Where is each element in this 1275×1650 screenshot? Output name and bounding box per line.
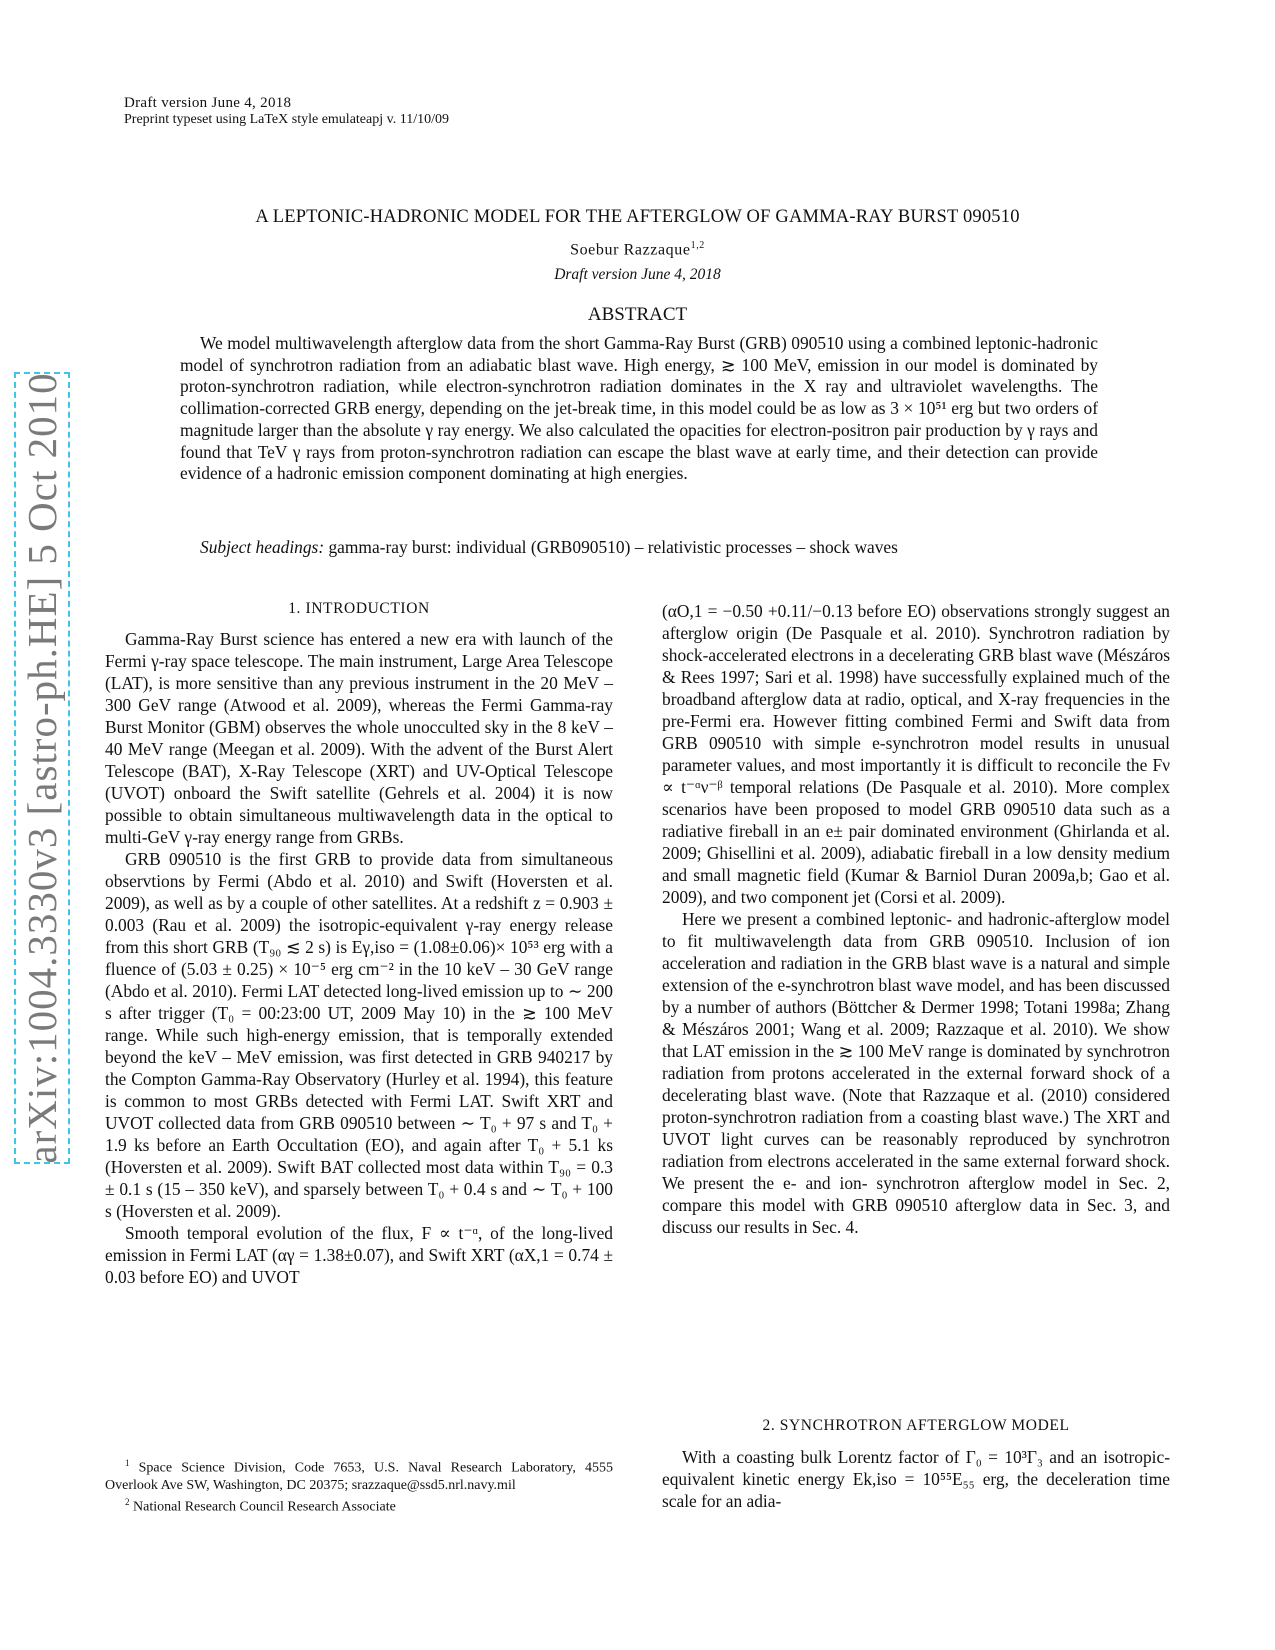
draft-version: Draft version June 4, 2018 bbox=[554, 266, 721, 283]
right-paragraph-1: (αO,1 = −0.50 +0.11/−0.13 before EO) observations strongly suggest an afterglow origin (De Pasquale et al. 2010). Synchrotron radiation by shock-accelerated electrons in a decelerating GRB blast wave (Mészáros & Rees 1997; Sari et al. 1998) have successfully explained much of the broadband afterglow data at radio, optical, and X-ray frequencies in the pre-Fermi era. However fitting combined Fermi and Swift data from GRB 090510 with simple e-synchrotron model results in unusual parameter values, and most importantly it is difficult to reconcile the Fν ∝ t⁻ᵅν⁻ᵝ temporal relations (De Pasquale et al. 2010). More complex scenarios have been proposed to model GRB 090510 data such as a radiative fireball in an e± pair dominated environment (Ghirlanda et al. 2009; Ghisellini et al. 2009), adiabatic fireball in a low density medium and small magnetic field (Kumar & Barniol Duran 2009a,b; Gao et al. 2009), and two component jet (Corsi et al. 2009). bbox=[662, 601, 1170, 907]
arxiv-stamp[interactable] bbox=[14, 372, 70, 1164]
subject-headings bbox=[180, 537, 1098, 558]
arxiv-identifier: arXiv:1004.3330v3 [astro-ph.HE] 5 Oct 2010 bbox=[19, 372, 65, 1164]
running-header-preprint: Preprint typeset using LaTeX style emulateapj v. 11/10/09 bbox=[124, 112, 449, 127]
subject-headings-text: gamma-ray burst: individual (GRB090510) – relativistic processes – shock waves bbox=[328, 537, 898, 557]
author-affiliation-marks: 1,2 bbox=[690, 240, 705, 251]
footnotes bbox=[105, 1455, 613, 1515]
section-heading-introduction: 1. INTRODUCTION bbox=[288, 600, 430, 617]
paper-title: A LEPTONIC-HADRONIC MODEL FOR THE AFTERGLOW OF GAMMA-RAY BURST 090510 bbox=[255, 207, 1020, 227]
author-line bbox=[0, 240, 1275, 259]
footnote-2 bbox=[105, 1494, 613, 1516]
abstract-heading: ABSTRACT bbox=[587, 304, 688, 325]
intro-paragraph-1: Gamma-Ray Burst science has entered a new era with launch of the Fermi γ-ray space telescope. The main instrument, Large Area Telescope (LAT), is more sensitive than any previous instrument in the 20 MeV – 300 GeV range (Atwood et al. 2009), whereas the Fermi Gamma-ray Burst Monitor (GBM) observes the whole unocculted sky in the 8 keV – 40 MeV range (Meegan et al. 2009). With the advent of the Burst Alert Telescope (BAT), X-Ray Telescope (XRT) and UV-Optical Telescope (UVOT) onboard the Swift satellite (Gehrels et al. 2004) it is now possible to obtain simultaneous multiwavelength data in the optical to multi-GeV γ-ray energy range from GRBs. bbox=[105, 629, 613, 847]
section-2-paragraph bbox=[662, 1446, 1170, 1512]
intro-paragraph-2: GRB 090510 is the first GRB to provide data from simultaneous observtions by Fermi (Abdo et al. 2010) and Swift (Hoversten et al. 2009), as well as by a couple of other satellites. At a redshift z = 0.903 ± 0.003 (Rau et al. 2009) the isotropic-equivalent γ-ray energy release from this short GRB (T₉₀ ≲ 2 s) is Eγ,iso = (1.08±0.06)× 10⁵³ erg with a fluence of (5.03 ± 0.25) × 10⁻⁵ erg cm⁻² in the 10 keV – 30 GeV range (Abdo et al. 2010). Fermi LAT detected long-lived emission up to ∼ 200 s after trigger (T₀ = 00:23:00 UT, 2009 May 10) in the ≳ 100 MeV range. While such high-energy emission, that is temporally extended beyond the keV – MeV emission, was first detected in GRB 940217 by the Compton Gamma-Ray Observatory (Hurley et al. 1994), this feature is common to most GRBs detected with Fermi LAT. Swift XRT and UVOT collected data from GRB 090510 between ∼ T₀ + 97 s and T₀ + 1.9 ks before an Earth Occultation (EO), and again after T₀ + 5.1 ks (Hoversten et al. 2009). Swift BAT collected most data within T₉₀ = 0.3 ± 0.1 s (15 – 350 keV), and sparsely between T₀ + 0.4 s and ∼ T₀ + 100 s (Hoversten et al. 2009). bbox=[105, 849, 613, 1221]
running-header-draft: Draft version June 4, 2018 bbox=[124, 95, 292, 111]
left-column bbox=[105, 628, 613, 1288]
right-paragraph-2: Here we present a combined leptonic- and hadronic-afterglow model to fit multiwavelength data from GRB 090510. Inclusion of ion acceleration and radiation in the GRB blast wave is a natural and simple extension of the e-synchrotron blast wave model, and has been discussed by a number of authors (Böttcher & Dermer 1998; Totani 1998a; Zhang & Mészáros 2001; Wang et al. 2009; Razzaque et al. 2010). We show that LAT emission in the ≳ 100 MeV range is dominated by synchrotron radiation from protons accelerated in the external forward shock of a decelerating blast wave. (Note that Razzaque et al. (2010) considered proton-synchrotron radiation from a coasting blast wave.) The XRT and UVOT light curves can be reasonably reproduced by synchrotron radiation from electrons accelerated in the same external forward shock. We present the e- and ion- synchrotron afterglow model in Sec. 2, compare this model with GRB 090510 afterglow data in Sec. 3, and discuss our results in Sec. 4. bbox=[662, 909, 1170, 1237]
subject-headings-label: Subject headings: bbox=[200, 537, 325, 557]
author-name: Soebur Razzaque bbox=[570, 241, 691, 259]
footnote-2-text: National Research Council Research Associate bbox=[133, 1499, 396, 1515]
section-heading-synchrotron-model: 2. SYNCHROTRON AFTERGLOW MODEL bbox=[762, 1417, 1070, 1434]
footnote-1-mark: 1 bbox=[125, 1458, 130, 1468]
intro-paragraph-3: Smooth temporal evolution of the flux, F ∝ t⁻ᵅ, of the long-lived emission in Fermi LAT (αγ = 1.38±0.07), and Swift XRT (αX,1 = 0.74 ± 0.03 before EO) and UVOT bbox=[105, 1223, 613, 1287]
abstract-text: We model multiwavelength afterglow data from the short Gamma-Ray Burst (GRB) 090510 using a combined leptonic-hadronic model of synchrotron radiation from an adiabatic blast wave. High energy, ≳ 100 MeV, emission in our model is dominated by proton-synchrotron radiation, while electron-synchrotron radiation dominates in the X ray and ultraviolet wavelengths. The collimation-corrected GRB energy, depending on the jet-break time, in this model could be as low as 3 × 10⁵¹ erg but two orders of magnitude larger than the absolute γ ray energy. We also calculated the opacities for electron-positron pair production by γ rays and found that TeV γ rays from proton-synchrotron radiation can escape the blast wave at early time, and their detection can provide evidence of a hadronic emission component dominating at high energies. bbox=[180, 333, 1098, 484]
footnote-2-mark: 2 bbox=[125, 1496, 130, 1507]
section-2-text: With a coasting bulk Lorentz factor of Γ₀ = 10³Γ₃ and an isotropic-equivalent kinetic energy Ek,iso = 10⁵⁵E₅₅ erg, the deceleration time scale for an adia- bbox=[662, 1447, 1170, 1511]
right-column bbox=[662, 600, 1170, 1238]
footnote-1 bbox=[105, 1455, 613, 1494]
footnote-1-text: Space Science Division, Code 7653, U.S. Naval Research Laboratory, 4555 Overlook Ave SW, Washington, DC 20375; srazzaque@ssd5.nrl.navy.mil bbox=[105, 1460, 614, 1493]
